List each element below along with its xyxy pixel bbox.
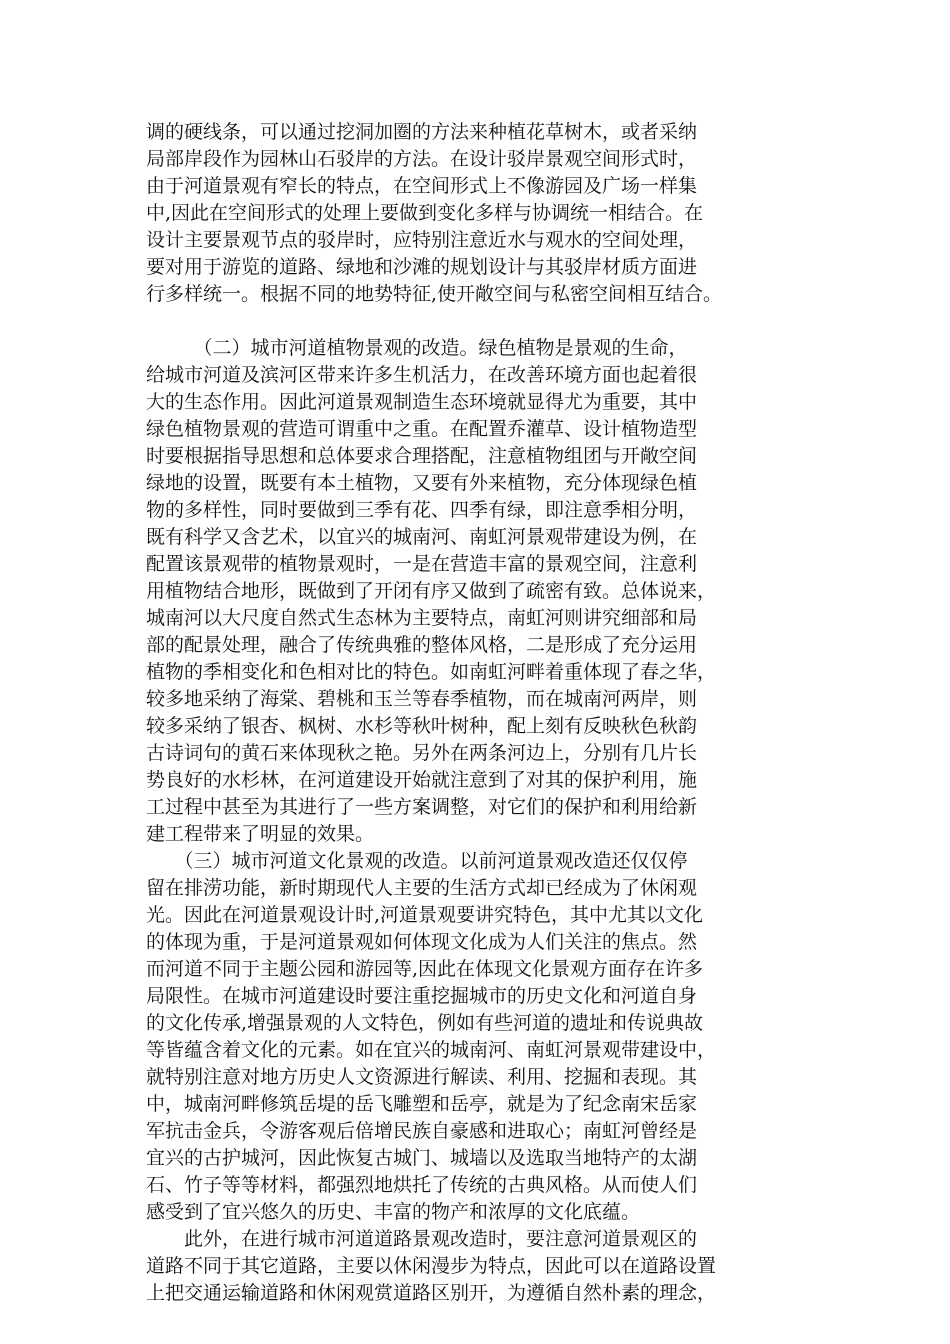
paragraph-plant-landscape bbox=[146, 335, 816, 848]
text-line: 而河道不同于主题公园和游园等,因此在体现文化景观方面存在许多 bbox=[146, 958, 704, 980]
text-line: 大的生态作用。因此河道景观制造生态环境就显得尤为重要，其中 bbox=[146, 391, 698, 413]
text-line: 的体现为重，于是河道景观如何体现文化成为人们关注的焦点。然 bbox=[146, 931, 698, 953]
text-line: 由于河道景观有窄长的特点，在空间形式上不像游园及广场一样集 bbox=[146, 175, 698, 197]
text-line: 调的硬线条，可以通过挖洞加圈的方法来种植花草树木，或者采纳 bbox=[146, 121, 698, 143]
text-line: 绿色植物景观的营造可谓重中之重。在配置乔灌草、设计植物造型 bbox=[146, 418, 698, 440]
paragraph-revetment bbox=[146, 119, 816, 308]
text-line: 较多采纳了银杏、枫树、水杉等秋叶树种，配上刻有反映秋色秋韵 bbox=[146, 715, 698, 737]
paragraph-road-landscape bbox=[146, 1226, 816, 1307]
text-line: 局限性。在城市河道建设时要注重挖掘城市的历史文化和河道自身 bbox=[146, 985, 698, 1007]
text-line: 就特别注意对地方历史人文资源进行解读、利用、挖掘和表现。其 bbox=[146, 1066, 698, 1088]
text-line: （三）城市河道文化景观的改造。以前河道景观改造还仅仅停 bbox=[146, 850, 688, 872]
paragraph-gap bbox=[146, 308, 816, 335]
text-line: 既有科学又含艺术，以宜兴的城南河、南虹河景观带建设为例，在 bbox=[146, 526, 698, 548]
text-line: 较多地采纳了海棠、碧桃和玉兰等春季植物，而在城南河两岸，则 bbox=[146, 688, 698, 710]
text-line: 道路不同于其它道路，主要以休闲漫步为特点，因此可以在道路设置 bbox=[146, 1255, 717, 1277]
text-line: 石、竹子等等材料，都强烈地烘托了传统的古典风格。从而使人们 bbox=[146, 1174, 698, 1196]
text-line: 军抗击金兵，令游客观后倍增民族自豪感和进取心；南虹河曾经是 bbox=[146, 1120, 698, 1142]
text-line: 要对用于游览的道路、绿地和沙滩的规划设计与其驳岸材质方面进 bbox=[146, 256, 698, 278]
text-line: 古诗词句的黄石来体现秋之艳。另外在两条河边上，分别有几片长 bbox=[146, 742, 698, 764]
text-line: 光。因此在河道景观设计时,河道景观要讲究特色，其中尤其以文化 bbox=[146, 904, 704, 926]
text-line: 时要根据指导思想和总体要求合理搭配，注意植物组团与开敞空间 bbox=[146, 445, 698, 467]
text-line: 植物的季相变化和色相对比的特色。如南虹河畔着重体现了春之华， bbox=[146, 661, 717, 683]
text-line: 宜兴的古护城河，因此恢复古城门、城墙以及选取当地特产的太湖 bbox=[146, 1147, 698, 1169]
text-line: 建工程带来了明显的效果。 bbox=[146, 823, 375, 845]
text-line: 留在排涝功能，新时期现代人主要的生活方式却已经成为了休闲观 bbox=[146, 877, 698, 899]
text-line: 上把交通运输道路和休闲观赏道路区别开，为遵循自然朴素的理念， bbox=[146, 1282, 717, 1304]
document-page bbox=[146, 119, 816, 1307]
text-line: 用植物结合地形，既做到了开闭有序又做到了疏密有致。总体说来， bbox=[146, 580, 717, 602]
text-line: 等皆蕴含着文化的元素。如在宜兴的城南河、南虹河景观带建设中， bbox=[146, 1039, 717, 1061]
text-line: 部的配景处理，融合了传统典雅的整体风格，二是形成了充分运用 bbox=[146, 634, 698, 656]
text-line: 给城市河道及滨河区带来许多生机活力，在改善环境方面也起着很 bbox=[146, 364, 698, 386]
text-line: 配置该景观带的植物景观时，一是在营造丰富的景观空间，注意利 bbox=[146, 553, 698, 575]
text-line: 绿地的设置，既要有本土植物，又要有外来植物，充分体现绿色植 bbox=[146, 472, 698, 494]
text-line: 设计主要景观节点的驳岸时，应特别注意近水与观水的空间处理， bbox=[146, 229, 698, 251]
text-line: 工过程中甚至为其进行了一些方案调整，对它们的保护和利用给新 bbox=[146, 796, 698, 818]
text-line: 物的多样性，同时要做到三季有花、四季有绿，即注意季相分明， bbox=[146, 499, 698, 521]
text-line: 中，城南河畔修筑岳堤的岳飞雕塑和岳亭，就是为了纪念南宋岳家 bbox=[146, 1093, 698, 1115]
text-line: 感受到了宜兴悠久的历史、丰富的物产和浓厚的文化底蕴。 bbox=[146, 1201, 641, 1223]
text-line: 城南河以大尺度自然式生态林为主要特点，南虹河则讲究细部和局 bbox=[146, 607, 698, 629]
text-line: 势良好的水杉林，在河道建设开始就注意到了对其的保护利用，施 bbox=[146, 769, 698, 791]
text-line: （二）城市河道植物景观的改造。绿色植物是景观的生命， bbox=[146, 337, 688, 359]
text-line: 行多样统一。根据不同的地势特征,使开敞空间与私密空间相互结合。 bbox=[146, 283, 723, 305]
text-line: 局部岸段作为园林山石驳岸的方法。在设计驳岸景观空间形式时， bbox=[146, 148, 698, 170]
text-line: 中,因此在空间形式的处理上要做到变化多样与协调统一相结合。在 bbox=[146, 202, 704, 224]
text-line: 此外，在进行城市河道道路景观改造时，要注意河道景观区的 bbox=[146, 1228, 698, 1250]
paragraph-culture-landscape bbox=[146, 848, 816, 1226]
text-line: 的文化传承,增强景观的人文特色，例如有些河道的遗址和传说典故 bbox=[146, 1012, 704, 1034]
